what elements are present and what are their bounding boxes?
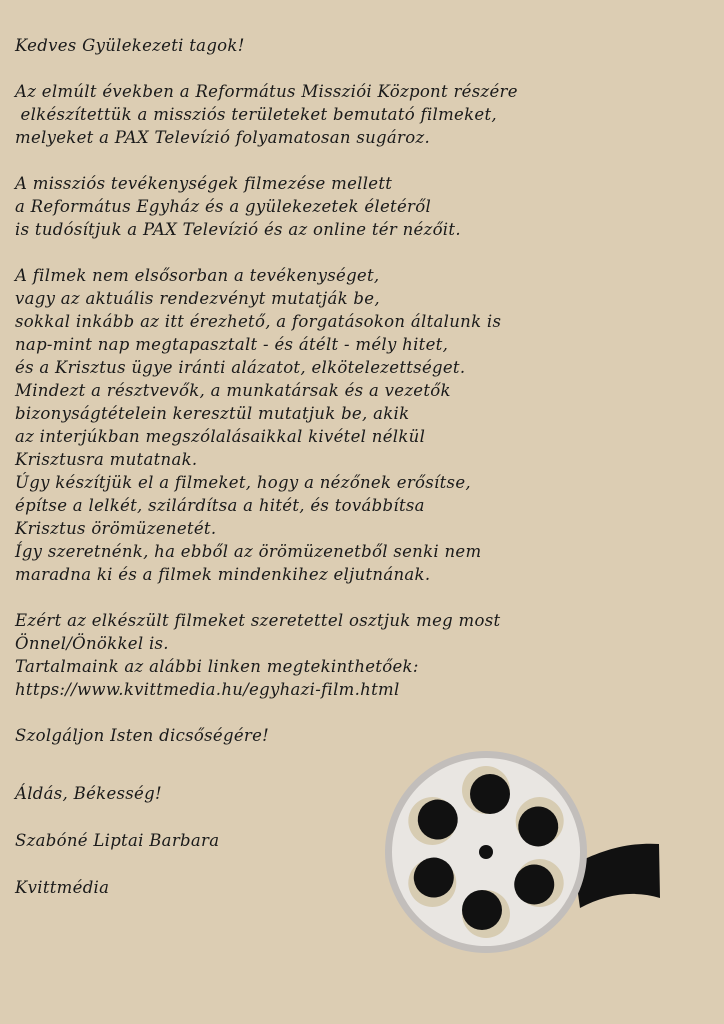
text-line: is tudósítjuk a PAX Televízió és az online tér nézőit. [15,220,461,239]
text-line: A filmek nem elsősorban a tevékenységet, [15,266,380,285]
paragraph-3 [15,264,715,586]
greeting: Kedves Gyülekezeti tagok! [15,36,245,55]
text-line: Ezért az elkészült filmeket szeretettel osztjuk meg most [15,611,501,630]
text-line: sokkal inkább az itt érezhető, a forgatásokon általunk is [15,312,502,331]
text-line: bizonyságtételein keresztül mutatjuk be, akik [15,404,410,423]
text-line: A missziós tevékenységek filmezése mellett [15,174,393,193]
paragraph-1 [15,80,715,149]
farewell: Áldás, Békesség! [15,784,162,803]
text-line: Mindezt a résztvevők, a munkatársak és a vezetők [15,381,451,400]
text-line: építse a lelkét, szilárdítsa a hitét, és továbbítsa [15,496,425,515]
paragraph-4 [15,609,715,701]
text-line: melyeket a PAX Televízió folyamatosan sugároz. [15,128,431,147]
paragraph-2 [15,172,715,241]
text-line: elkészítettük a missziós területeket bemutató filmeket, [15,105,497,124]
reel-hub [479,845,493,859]
text-line: az interjúkban megszólalásaikkal kivétel nélkül [15,427,426,446]
company-name: Kvittmédia [15,878,110,897]
signature: Szabóné Liptai Barbara [15,831,220,850]
text-line: Önnel/Önökkel is. [15,634,169,653]
text-line: Krisztusra mutatnak. [15,450,198,469]
text-line: és a Krisztus ügye iránti alázatot, elkötelezettséget. [15,358,466,377]
text-line: Úgy készítjük el a filmeket, hogy a nézőnek erősítse, [15,473,471,492]
text-line: Így szeretnénk, ha ebből az örömüzenetből senki nem [15,542,482,561]
blessing: Szolgáljon Isten dicsőségére! [15,726,270,745]
text-line: a Református Egyház és a gyülekezetek életéről [15,197,432,216]
film-link[interactable]: https://www.kvittmedia.hu/egyhazi-film.html [15,680,400,699]
text-line: vagy az aktuális rendezvényt mutatják be, [15,289,380,308]
text-line: Tartalmaink az alábbi linken megtekinthetőek: [15,657,419,676]
text-line: Krisztus örömüzenetét. [15,519,217,538]
text-line: nap-mint nap megtapasztalt - és átélt - mély hitet, [15,335,449,354]
text-line: maradna ki és a filmek mindenkihez eljutnának. [15,565,431,584]
text-line: Az elmúlt években a Református Missziói Központ részére [15,82,518,101]
film-reel-icon [384,748,674,958]
